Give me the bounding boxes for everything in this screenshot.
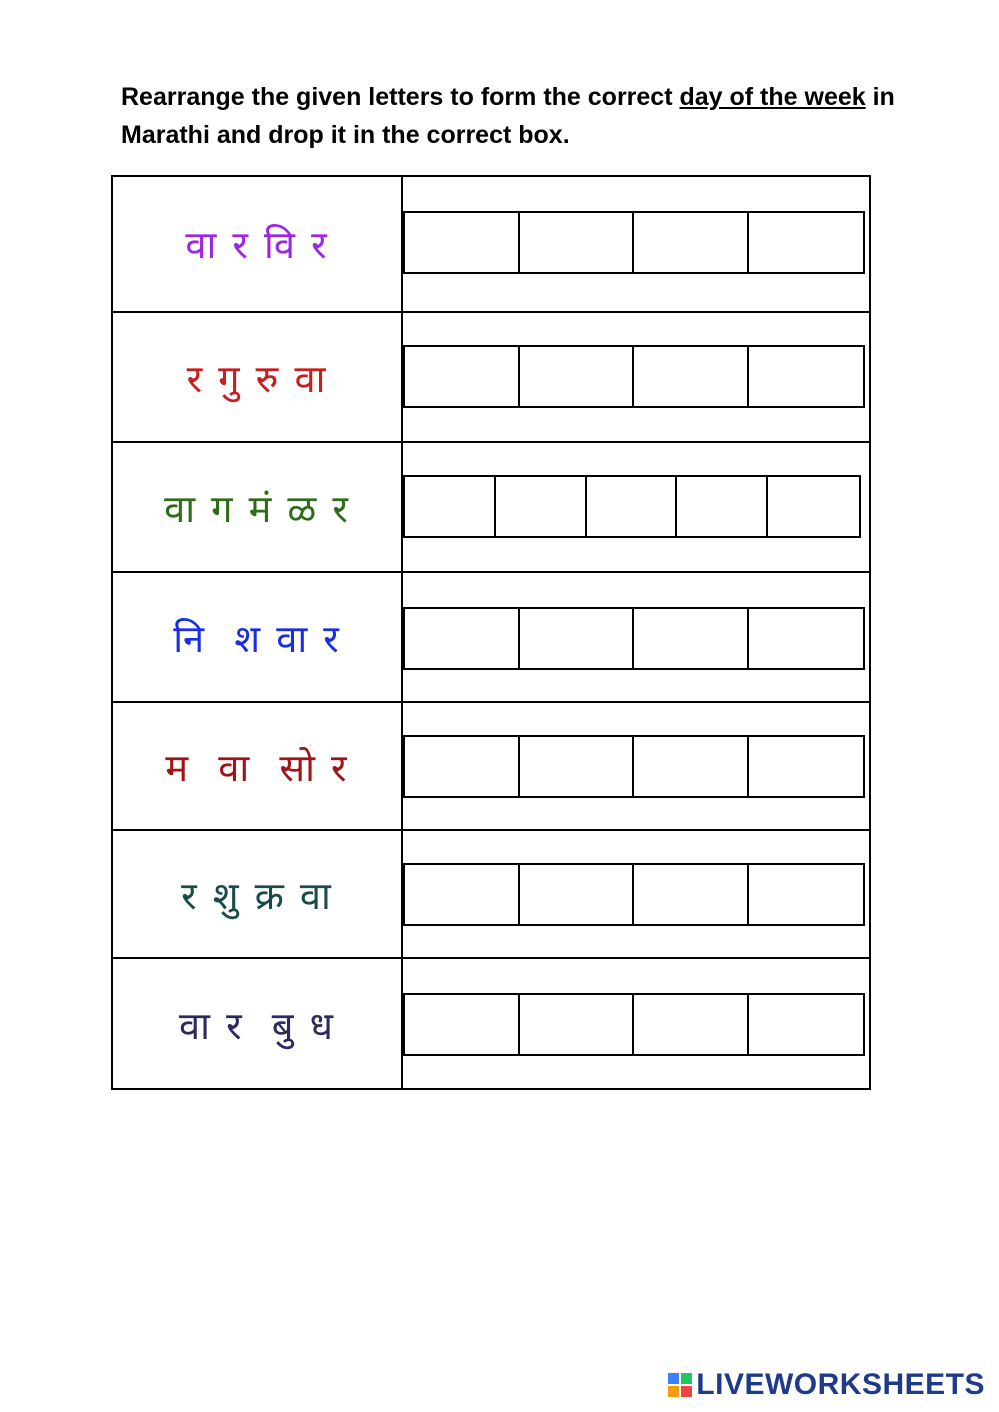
drop-box[interactable] xyxy=(520,995,635,1054)
drop-box[interactable] xyxy=(634,609,749,668)
worksheet-table xyxy=(111,175,871,1090)
drop-box[interactable] xyxy=(405,347,520,406)
answer-area xyxy=(403,831,869,959)
liveworksheets-logo-icon xyxy=(668,1373,692,1397)
drop-box[interactable] xyxy=(634,213,749,272)
answer-area xyxy=(403,313,869,443)
drop-box[interactable] xyxy=(587,477,678,536)
drop-box[interactable] xyxy=(405,477,496,536)
drop-box[interactable] xyxy=(520,737,635,796)
drop-box[interactable] xyxy=(405,213,520,272)
drop-box[interactable] xyxy=(520,865,635,924)
letter-boxes xyxy=(403,735,865,798)
scrambled-letters: नि श वा र xyxy=(113,573,403,703)
instructions-lead: Rearrange the given letters to form the correct xyxy=(121,83,680,111)
answer-area xyxy=(403,177,869,311)
letter-boxes xyxy=(403,475,861,538)
drop-box[interactable] xyxy=(520,609,635,668)
drop-box[interactable] xyxy=(405,865,520,924)
drop-box[interactable] xyxy=(749,865,863,924)
letter-boxes xyxy=(403,211,865,274)
word-row xyxy=(113,829,869,959)
drop-box[interactable] xyxy=(405,737,520,796)
brand-name: LIVEWORKSHEETS xyxy=(696,1368,985,1401)
drop-box[interactable] xyxy=(405,995,520,1054)
drop-box[interactable] xyxy=(749,609,863,668)
letter-boxes xyxy=(403,607,865,670)
drop-box[interactable] xyxy=(634,737,749,796)
drop-box[interactable] xyxy=(768,477,859,536)
drop-box[interactable] xyxy=(749,213,863,272)
drop-box[interactable] xyxy=(634,995,749,1054)
drop-box[interactable] xyxy=(634,865,749,924)
letter-boxes xyxy=(403,993,865,1056)
word-row xyxy=(113,311,869,443)
drop-box[interactable] xyxy=(520,347,635,406)
liveworksheets-brand xyxy=(668,1368,985,1402)
answer-area xyxy=(403,443,869,573)
answer-area xyxy=(403,703,869,831)
letter-boxes xyxy=(403,863,865,926)
letter-boxes xyxy=(403,345,865,408)
scrambled-letters: र गु रु वा xyxy=(113,313,403,443)
instructions-emphasis: day of the week xyxy=(679,83,866,111)
drop-box[interactable] xyxy=(634,347,749,406)
instructions-tail: in Marathi and drop it in the correct box. xyxy=(121,83,895,149)
scrambled-letters: वा ग मं ळ र xyxy=(113,443,403,573)
scrambled-letters: म वा सो र xyxy=(113,703,403,831)
drop-box[interactable] xyxy=(749,995,863,1054)
word-row xyxy=(113,177,869,311)
drop-box[interactable] xyxy=(405,609,520,668)
drop-box[interactable] xyxy=(520,213,635,272)
answer-area xyxy=(403,959,869,1090)
scrambled-letters: र शु क्र वा xyxy=(113,831,403,959)
scrambled-letters: वा र बु ध xyxy=(113,959,403,1090)
instructions-text xyxy=(121,78,911,154)
word-row xyxy=(113,701,869,831)
word-row xyxy=(113,957,869,1090)
drop-box[interactable] xyxy=(496,477,587,536)
word-row xyxy=(113,571,869,703)
drop-box[interactable] xyxy=(677,477,768,536)
scrambled-letters: वा र वि र xyxy=(113,177,403,311)
drop-box[interactable] xyxy=(749,737,863,796)
word-row xyxy=(113,441,869,573)
answer-area xyxy=(403,573,869,703)
drop-box[interactable] xyxy=(749,347,863,406)
